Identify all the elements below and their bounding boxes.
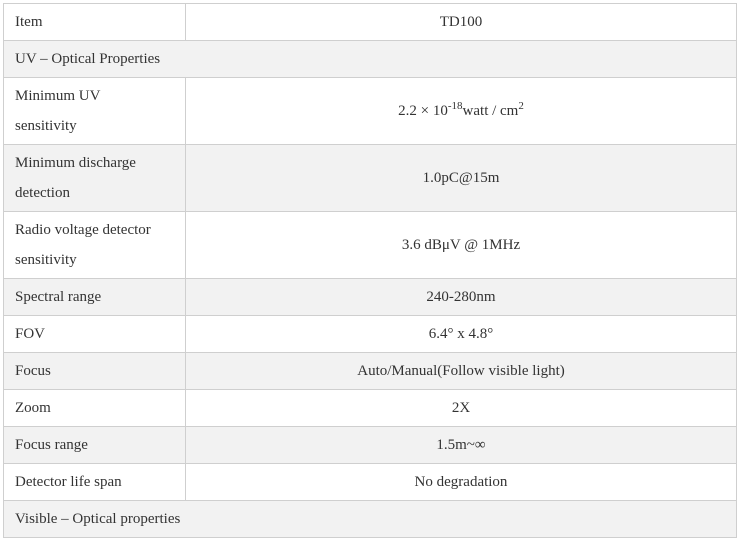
row-value-detector-life-span: No degradation — [186, 464, 737, 501]
row-value-radio-voltage-sensitivity: 3.6 dBμV @ 1MHz — [186, 212, 737, 279]
row-value-spectral-range: 240-280nm — [186, 279, 737, 316]
section-title-uv: UV – Optical Properties — [4, 41, 737, 78]
row-value-min-discharge-detection: 1.0pC@15m — [186, 145, 737, 212]
section-row-visible — [4, 501, 737, 538]
row-label-min-uv-sensitivity — [4, 78, 186, 145]
row-value-min-uv-sensitivity — [186, 78, 737, 145]
table-row — [4, 316, 737, 353]
table-row — [4, 427, 737, 464]
row-label-line: Minimum UV — [15, 88, 101, 104]
row-label-detector-life-span: Detector life span — [4, 464, 186, 501]
table-row — [4, 353, 737, 390]
row-label-focus: Focus — [4, 353, 186, 390]
header-item-cell: Item — [4, 4, 186, 41]
table-row — [4, 390, 737, 427]
value-unit-exponent: 2 — [518, 100, 524, 112]
header-model-cell: TD100 — [186, 4, 737, 41]
value-base: 2.2 × 10 — [398, 103, 448, 119]
row-value-fov: 6.4° x 4.8° — [186, 316, 737, 353]
row-label-min-discharge-detection — [4, 145, 186, 212]
section-title-visible: Visible – Optical properties — [4, 501, 737, 538]
row-value-focus: Auto/Manual(Follow visible light) — [186, 353, 737, 390]
row-label-focus-range: Focus range — [4, 427, 186, 464]
row-value-focus-range: 1.5m~∞ — [186, 427, 737, 464]
section-row-uv — [4, 41, 737, 78]
row-label-line: sensitivity — [15, 118, 77, 134]
table-row — [4, 145, 737, 212]
row-label-radio-voltage-sensitivity — [4, 212, 186, 279]
table-row — [4, 212, 737, 279]
row-label-spectral-range: Spectral range — [4, 279, 186, 316]
table-header-row — [4, 4, 737, 41]
row-label-line: detection — [15, 185, 70, 201]
row-label-zoom: Zoom — [4, 390, 186, 427]
row-label-line: sensitivity — [15, 252, 77, 268]
value-unit: watt / cm — [462, 103, 519, 119]
row-label-line: Radio voltage detector — [15, 222, 151, 238]
table-row — [4, 78, 737, 145]
row-value-zoom: 2X — [186, 390, 737, 427]
table-row — [4, 464, 737, 501]
value-exponent: -18 — [447, 100, 463, 112]
row-label-line: Minimum discharge — [15, 155, 136, 171]
row-label-fov: FOV — [4, 316, 186, 353]
spec-table — [3, 3, 737, 538]
table-row — [4, 279, 737, 316]
